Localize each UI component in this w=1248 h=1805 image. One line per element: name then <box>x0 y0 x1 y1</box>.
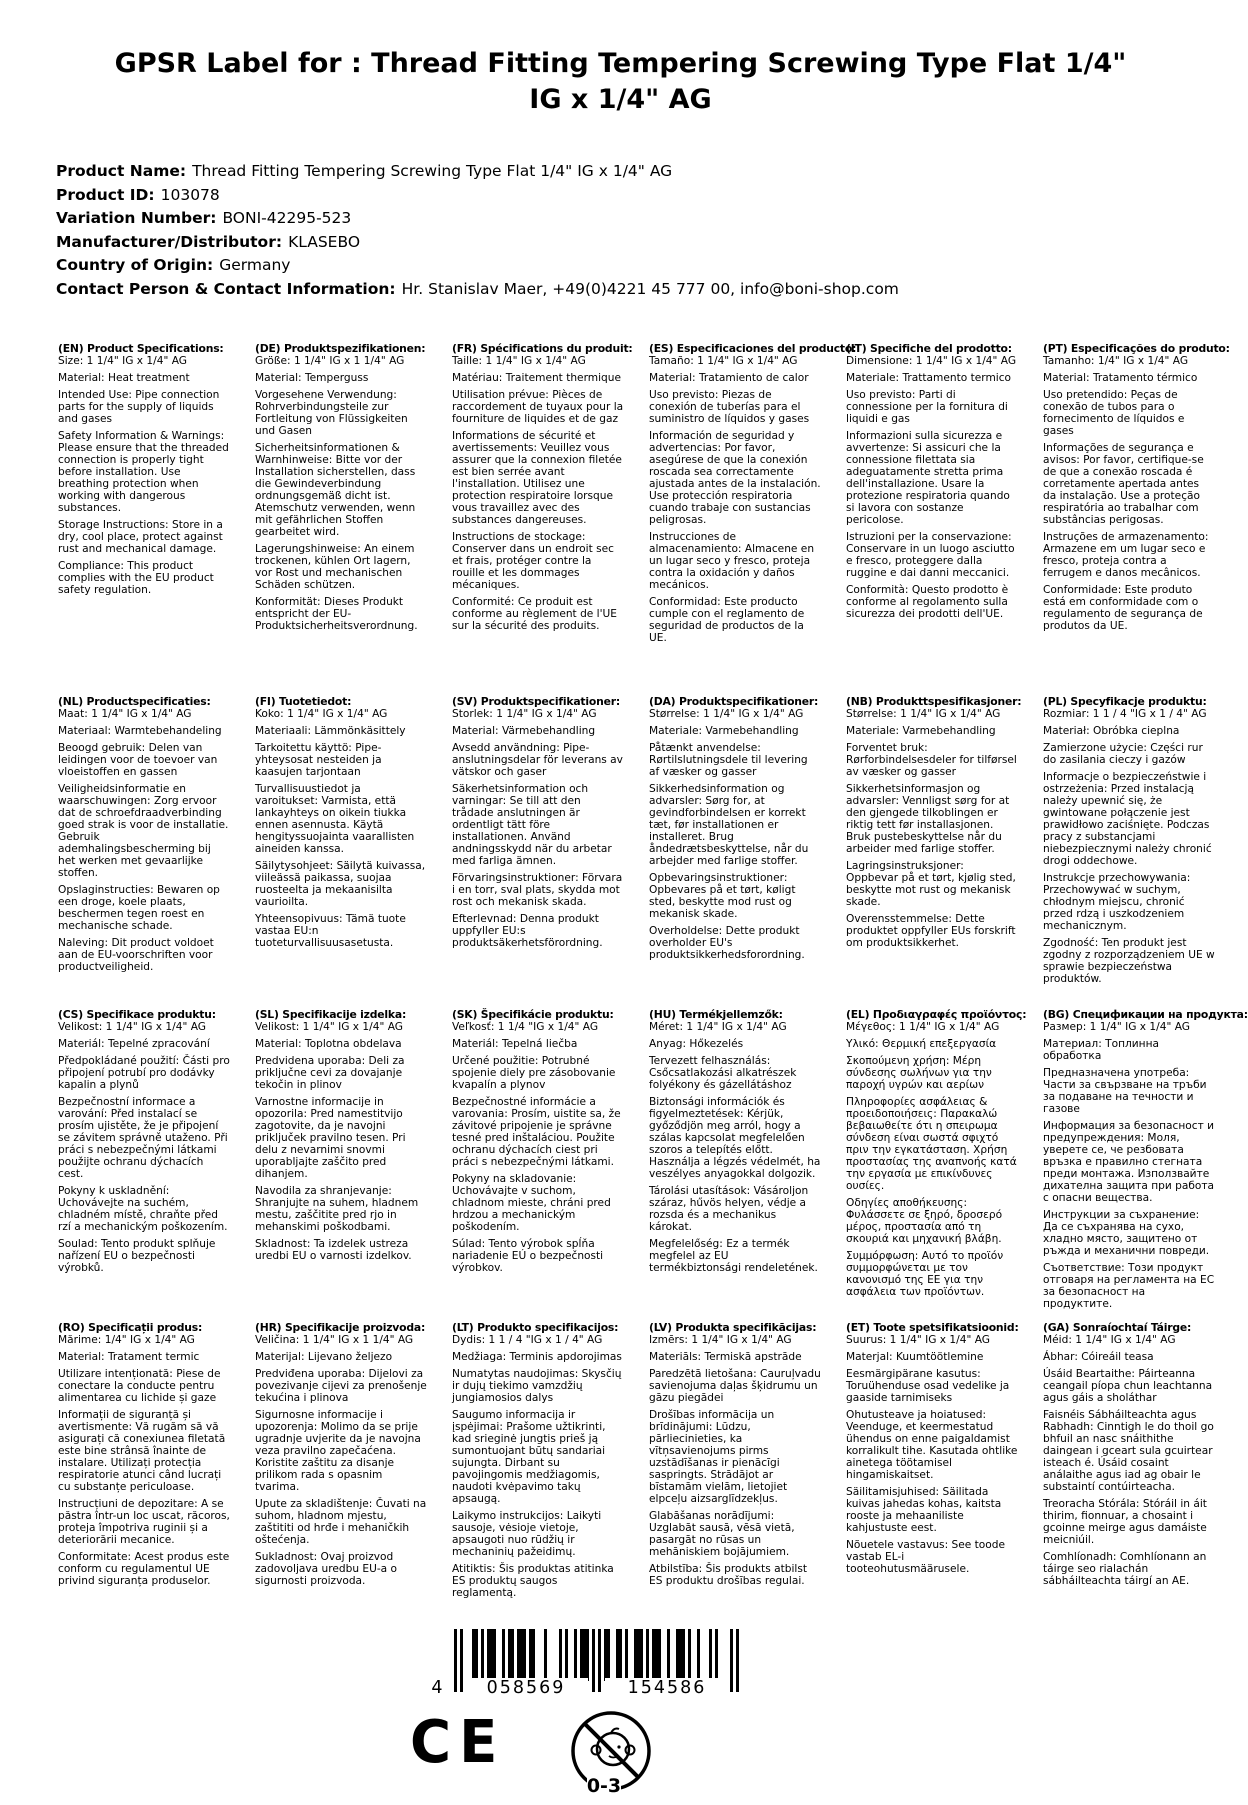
spec-paragraph: Material: Temperguss <box>255 371 369 384</box>
spec-paragraph: Veiligheidsinformatie en waarschuwingen: Zorg ervoor dat de schroefdraadverbinding goed strak is voor de installatie. Gebruik ademhalingsbescherming bij het werken met gevaarlijke stoffen. <box>58 782 229 879</box>
lang-block-lv <box>649 1322 821 1599</box>
spec-paragraph: Compliance: This product complies with the EU product safety regulation. <box>58 559 214 596</box>
spec-paragraph: Υλικό: Θερμική επεξεργασία <box>846 1037 997 1050</box>
lang-block-header: (SL) Specifikacije izdelka: <box>255 1007 407 1021</box>
spec-paragraph: Material: Tratamiento de calor <box>649 371 809 384</box>
spec-paragraph: Velikost: 1 1/4" IG x 1/4" AG <box>255 1020 403 1033</box>
lang-block-hr <box>255 1322 427 1599</box>
spec-paragraph: Istruzioni per la conservazione: Conservare in un luogo asciutto e fresco, proteggere dalla ruggine e dai danni meccanici. <box>846 530 1015 579</box>
spec-paragraph: Información de seguridad y advertencias: Por favor, asegúrese de que la conexión roscada sea correctamente ajustada antes de la instalación. Use protección respiratoria cuando trabaje con sustancias peligrosas. <box>649 429 821 526</box>
spec-paragraph: Tamaño: 1 1/4" IG x 1/4" AG <box>649 354 798 367</box>
spec-paragraph: Instructions de stockage: Conserver dans un endroit sec et frais, protéger contre la rouille et les dommages mécaniques. <box>452 530 614 591</box>
spec-paragraph: Vorgesehene Verwendung: Rohrverbindungsteile zur Fortleitung von Flüssigkeiten und Gasen <box>255 388 408 437</box>
spec-paragraph: Sikkerhedsinformation og advarsler: Sørg for, at gevindforbindelsen er korrekt tæt, før installationen er installeret. Brug åndedrætsbeskyttelse, når du arbejder med farlige stoffer. <box>649 782 809 867</box>
lang-block-nb <box>846 694 1022 1009</box>
spec-paragraph: Инструкции за съхранение: Да се съхранява на сухо, хладно място, защитено от ръжда и механични повреди. <box>1043 1208 1210 1257</box>
product-info <box>56 161 1241 299</box>
spec-paragraph: Materiał: Obróbka cieplna <box>1043 724 1180 737</box>
spec-paragraph: Größe: 1 1/4" IG x 1 1/4" AG <box>255 354 405 367</box>
spec-paragraph: Utilizare intenționată: Piese de conectare la conducte pentru alimentarea cu lichide și gaze <box>58 1367 221 1404</box>
lang-block-pt <box>1043 341 1230 696</box>
barcode-module <box>736 1629 739 1692</box>
spec-paragraph: Πληροφορίες ασφάλειας & προειδοποιήσεις: Παρακαλώ βεβαιωθείτε ότι η σπειρωμα σύνδεση είναι σωστά σφιχτό πριν την εγκατάσταση. Χρήση προστασίας της αναπνοής κατά την εργασία με επικίνδυνες ουσίες. <box>846 1095 1017 1192</box>
age-warning-label: 0-3 <box>587 1774 622 1797</box>
spec-paragraph: Μέγεθος: 1 1/4" IG x 1/4" AG <box>846 1020 1000 1033</box>
product-name-label: Product Name: <box>56 162 187 181</box>
spec-paragraph: Biztonsági információk és figyelmeztetések: Kérjük, győződjön meg arról, hogy a szálas kapcsolat megfelelően szoros a telepítés előtt. Használja a légzés védelmét, ha veszélyes anyagokkal dolgozik. <box>649 1095 821 1180</box>
product-info-row <box>56 208 1241 228</box>
lang-block-header: (SV) Produktspecifikationer: <box>452 694 620 708</box>
spec-paragraph: Ohutusteave ja hoiatused: Veenduge, et keermestatud ühendus on enne paigaldamist korralikult tihe. Kasutada ohtlike ainetega töötamisel hingamiskaitset. <box>846 1408 1018 1481</box>
lang-block-pl <box>1043 696 1215 1009</box>
spec-paragraph: Materjal: Kuumtöötlemine <box>846 1350 984 1363</box>
ce-mark-icon: CE <box>410 1708 506 1777</box>
spec-paragraph: Ábhar: Cóireáil teasa <box>1043 1350 1154 1363</box>
lang-block-header: (DA) Produktspecifikationer: <box>649 694 819 708</box>
spec-paragraph: Predvidena uporaba: Deli za priključne cevi za dovajanje tekočin in plinov <box>255 1054 405 1091</box>
language-blocks <box>58 341 1248 1599</box>
spec-paragraph: Efterlevnad: Denna produkt uppfyller EU:s produktsäkerhetsförordning. <box>452 912 603 949</box>
spec-paragraph: Intended Use: Pipe connection parts for the supply of liquids and gases <box>58 388 220 425</box>
spec-paragraph: Instrukcje przechowywania: Przechowywać w suchym, chłodnym miejscu, chronić przed rdzą i uszkodzeniem mechanicznym. <box>1043 871 1191 932</box>
spec-paragraph: Drošības informācija un brīdinājumi: Lūdzu, pārliecinieties, ka vītņsavienojums pirms uzstādīšanas ir pienācīgi saspringts. Strādājot ar bīstamām vielām, lietojiet elpceļu aizsarglīdzekļus. <box>649 1408 788 1505</box>
lang-block-fr <box>452 341 633 696</box>
lang-block-cs <box>58 1009 230 1322</box>
spec-paragraph: Συμμόρφωση: Αυτό το προϊόν συμμορφώνεται με τον κανονισμό της ΕΕ για την ασφάλεια των προϊόντων. <box>846 1249 1004 1298</box>
spec-paragraph: Информация за безопасност и предупреждения: Моля, уверете се, че резбовата връзка е правилно стегната преди монтажа. Използвайте дихателна защита при работа с опасни вещества. <box>1043 1119 1215 1204</box>
spec-paragraph: Paredzētā lietošana: Cauruļvadu savienojuma daļas šķidrumu un gāzu piegādei <box>649 1367 821 1404</box>
spec-paragraph: Materiaal: Warmtebehandeling <box>58 724 222 737</box>
spec-paragraph: Informazioni sulla sicurezza e avvertenze: Si assicuri che la connessione filettata sia adeguatamente stretta prima dell'installazione. Usare la protezione respiratoria quando si lavora con sostanze pericolose. <box>846 429 1010 526</box>
lang-block-nl <box>58 696 230 1009</box>
spec-paragraph: Materiál: Tepelné zpracování <box>58 1037 210 1050</box>
lang-block-header: (EL) Προδιαγραφές προϊόντος: <box>846 1007 1027 1021</box>
spec-paragraph: Informações de segurança e avisos: Por favor, certifique-se de que a conexão roscada é corretamente apertada antes da instalação. Use a proteção respiratória ao trabalhar com substâncias perigosas. <box>1043 441 1204 526</box>
spec-paragraph: Säkerhetsinformation och varningar: Se till att den trådade anslutningen är ordentligt tätt före installationen. Använd andningsskydd när du arbetar med farliga ämnen. <box>452 782 612 867</box>
variation-number-value: BONI-42295-523 <box>222 209 352 228</box>
spec-paragraph: Tamanho: 1/4" IG x 1/4" AG <box>1043 354 1189 367</box>
spec-paragraph: Zgodność: Ten produkt jest zgodny z rozporządzeniem UE w sprawie bezpieczeństwa produktów. <box>1043 936 1215 985</box>
spec-paragraph: Informații de siguranță și avertismente: Vă rugăm să vă asigurați că conexiunea filetată este bine strânsă înainte de instalare. Utilizați protecția respiratorie atunci când lucrați cu substanțe periculoase. <box>58 1408 226 1493</box>
contact-label: Contact Person & Contact Information: <box>56 279 396 298</box>
spec-paragraph: Säilytysohjeet: Säilytä kuivassa, viileässä paikassa, suojaa ruosteelta ja mekaanisilta vaurioilta. <box>255 859 426 908</box>
spec-paragraph: Lagringsinstruksjoner: Oppbevar på et tørt, kjølig sted, beskytte mot rust og mekanisk skade. <box>846 859 1016 908</box>
spec-paragraph: Conformitate: Acest produs este conform cu regulamentul UE privind siguranța produselor. <box>58 1550 230 1587</box>
spec-paragraph: Forventet bruk: Rørforbindelsesdeler for tilførsel av væsker og gasser <box>846 741 1017 778</box>
product-name-value: Thread Fitting Tempering Screwing Type Flat 1/4" IG x 1/4" AG <box>192 162 673 181</box>
spec-paragraph: Numatytas naudojimas: Skysčių ir dujų tiekimo vamzdžių jungiamosios dalys <box>452 1367 622 1404</box>
lang-block-header: (ET) Toote spetsifikatsioonid: <box>846 1320 1019 1334</box>
spec-paragraph: Beoogd gebruik: Delen van leidingen voor de toevoer van vloeistoffen en gassen <box>58 741 218 778</box>
lang-block-header: (NB) Produkttspesifikasjoner: <box>846 694 1022 708</box>
spec-paragraph: Treoracha Stórála: Stóráil in áit thirim, fionnuar, a chosaint i gcoinne meirge agus damáiste meicniúil. <box>1043 1497 1207 1546</box>
spec-paragraph: Atbilstība: Šis produkts atbilst ES produktu drošības regulai. <box>649 1562 808 1587</box>
spec-paragraph: Materiale: Trattamento termico <box>846 371 1012 384</box>
spec-paragraph: Tarkoitettu käyttö: Pipe-yhteysosat nesteiden ja kaasujen tarjontaan <box>255 741 382 778</box>
country-of-origin-label: Country of Origin: <box>56 256 214 275</box>
lang-block-header: (CS) Specifikace produktu: <box>58 1007 216 1021</box>
spec-paragraph: Predviđena uporaba: Dijelovi za povezivanje cijevi za prenošenje tekućina i plinova <box>255 1367 427 1404</box>
spec-paragraph: Upute za skladištenje: Čuvati na suhom, hladnom mjestu, zaštititi od hrđe i mehaničkih oštećenja. <box>255 1497 427 1546</box>
spec-paragraph: Материал: Топлинна обработка <box>1043 1037 1160 1062</box>
spec-paragraph: Skladnost: Ta izdelek ustreza uredbi EU o varnosti izdelkov. <box>255 1237 412 1262</box>
spec-paragraph: Förvaringsinstruktioner: Förvara i en torr, sval plats, skydda mot rost och mekanisk skada. <box>452 871 623 908</box>
spec-paragraph: Saugumo informacija ir įspėjimai: Prašome užtikrinti, kad srieginė jungtis prieš ją sumontuojant būtų sandariai sujungta. Dirbant su pavojingomis medžiagomis, naudoti kvėpavimo takų apsaugą. <box>452 1408 606 1505</box>
age-warning-icon <box>567 1709 655 1805</box>
spec-paragraph: Zamierzone użycie: Części rur do zasilania cieczy i gazów <box>1043 741 1203 766</box>
spec-paragraph: Uso previsto: Parti di connessione per la fornitura di liquidi e gas <box>846 388 1008 425</box>
spec-paragraph: Size: 1 1/4" IG x 1/4" AG <box>58 354 187 367</box>
manufacturer-value: KLASEBO <box>288 232 361 251</box>
spec-paragraph: Varnostne informacije in opozorila: Pred namestitvijo zagotovite, da je navojni priključek pravilno tesen. Pri delu z nevarnimi snovmi uporabljajte zaščito pred dihanjem. <box>255 1095 406 1180</box>
product-info-row <box>56 232 1241 252</box>
barcode-digit-first: 4 <box>431 1677 445 1698</box>
lang-block-es <box>649 341 857 696</box>
spec-paragraph: Velikost: 1 1/4" IG x 1/4" AG <box>58 1020 206 1033</box>
spec-paragraph: Säilitamisjuhised: Säilitada kuivas jahedas kohas, kaitsta rooste ja mehaaniliste kahjustuste eest. <box>846 1485 1002 1534</box>
compliance-symbols <box>410 1708 1241 1805</box>
spec-paragraph: Предназначена употреба: Части за свързване на тръби за подаване на течности и газове <box>1043 1066 1207 1115</box>
spec-paragraph: Atitiktis: Šis produktas atitinka ES produktų saugos reglamentą. <box>452 1562 614 1599</box>
lang-block-bg <box>1043 1007 1248 1322</box>
spec-paragraph: Material: Tratamento térmico <box>1043 371 1198 384</box>
spec-paragraph: Turvallisuustiedot ja varoitukset: Varmista, että lankayhteys on oikein tiukka ennen asennusta. Käytä hengityssuojainta vaarallisten aineiden kanssa. <box>255 782 415 855</box>
spec-paragraph: Anyag: Hőkezelés <box>649 1037 744 1050</box>
spec-paragraph: Pokyny k uskladnění: Uchovávejte na suchém, chladném místě, chraňte před rzí a mechanickým poškozením. <box>58 1184 228 1233</box>
spec-paragraph: Megfelelőség: Ez a termék megfelel az EU termékbiztonsági rendeletének. <box>649 1237 818 1274</box>
spec-paragraph: Størrelse: 1 1/4" IG x 1/4" AG <box>846 707 1001 720</box>
spec-paragraph: Material: Heat treatment <box>58 371 190 384</box>
lang-block-header: (GA) Sonraíochtaí Táirge: <box>1043 1320 1192 1334</box>
spec-paragraph: Glabāšanas norādījumi: Uzglabāt sausā, vēsā vietā, pasargāt no rūsas un mehāniskiem bojājumiem. <box>649 1509 795 1558</box>
spec-paragraph: Nõuetele vastavus: See toode vastab EL-i tooteohutusmäärusele. <box>846 1538 1005 1575</box>
spec-paragraph: Instruções de armazenamento: Armazene em um lugar seco e fresco, proteja contra a ferrugem e danos mecânicos. <box>1043 530 1209 579</box>
spec-paragraph: Conformidad: Este producto cumple con el reglamento de seguridad de productos de la UE. <box>649 595 805 644</box>
lang-block-header: (HU) Termékjellemzők: <box>649 1007 783 1021</box>
lang-block-header: (SK) Špecifikácie produktu: <box>452 1007 614 1021</box>
spec-paragraph: Tervezett felhasználás: Csőcsatlakozási alkatrészek folyékony és gázellátáshoz <box>649 1054 797 1091</box>
spec-paragraph: Tárolási utasítások: Vásároljon száraz, hűvös helyen, védje a rozsda és a mechanikus károkat. <box>649 1184 809 1233</box>
spec-paragraph: Medžiaga: Terminis apdorojimas <box>452 1350 622 1363</box>
lang-block-hu <box>649 1009 821 1322</box>
spec-paragraph: Material: Toplotna obdelava <box>255 1037 402 1050</box>
spec-paragraph: Instrucțiuni de depozitare: A se păstra într-un loc uscat, răcoros, proteja împotriva ruginii și a deteriorării mecanice. <box>58 1497 230 1546</box>
spec-paragraph: Materiale: Varmebehandling <box>649 724 799 737</box>
spec-paragraph: Størrelse: 1 1/4" IG x 1/4" AG <box>649 707 804 720</box>
spec-paragraph: Navodila za shranjevanje: Shranjujte na suhem, hladnem mestu, zaščitite pred rjo in mehanskimi poškodbami. <box>255 1184 419 1233</box>
spec-paragraph: Overensstemmelse: Dette produktet oppfyller EUs forskrift om produktsikkerhet. <box>846 912 1016 949</box>
spec-paragraph: Yhteensopivuus: Tämä tuote vastaa EU:n tuoteturvallisuusasetusta. <box>255 912 406 949</box>
lang-block-fi <box>255 696 427 1009</box>
spec-paragraph: Maat: 1 1/4" IG x 1/4" AG <box>58 707 192 720</box>
barcode <box>431 1629 739 1698</box>
spec-paragraph: Taille: 1 1/4" IG x 1/4" AG <box>452 354 586 367</box>
spec-paragraph: Bezpečnostní informace a varování: Před instalací se prosím ujistěte, že je připojení se závitem správně utaženo. Při práci s nebezpečnými látkami použijte ochranu dýchacích cest. <box>58 1095 228 1180</box>
lang-block-sl <box>255 1009 427 1322</box>
spec-paragraph: Conformité: Ce produit est conforme au règlement de l'UE sur la sécurité des produits. <box>452 595 617 632</box>
spec-paragraph: Mărime: 1/4" IG x 1/4" AG <box>58 1333 195 1346</box>
spec-paragraph: Sigurnosne informacije i upozorenja: Molimo da se prije ugradnje uvjerite da je navojna veza pravilno zapečaćena. Koristite zaštitu za disanje prilikom rada s opasnim tvarima. <box>255 1408 421 1493</box>
spec-paragraph: Suurus: 1 1/4" IG x 1/4" AG <box>846 1333 990 1346</box>
spec-paragraph: Οδηγίες αποθήκευσης: Φυλάσσετε σε ξηρό, δροσερό μέρος, προστασία από τη σκουριά και μηχανική βλάβη. <box>846 1196 1003 1245</box>
spec-paragraph: Overholdelse: Dette produkt overholder EU's produktsikkerhedsforordning. <box>649 924 805 961</box>
spec-paragraph: Úsáid Beartaithe: Páirteanna ceangail píopa chun leachtanna agus gáis a sholáthar <box>1043 1367 1213 1404</box>
product-info-row <box>56 255 1241 275</box>
spec-paragraph: Předpokládané použití: Části pro připojení potrubí pro dodávky kapalin a plynů <box>58 1054 230 1091</box>
spec-paragraph: Veličina: 1 1/4" IG x 1 1/4" AG <box>255 1333 414 1346</box>
spec-paragraph: Storlek: 1 1/4" IG x 1/4" AG <box>452 707 597 720</box>
spec-paragraph: Påtænkt anvendelse: Rørtilslutningsdele til levering af væsker og gasser <box>649 741 808 778</box>
lang-block-lt <box>452 1322 624 1599</box>
lang-block-header: (NL) Productspecificaties: <box>58 694 211 708</box>
spec-paragraph: Bezpečnostné informácie a varovania: Prosím, uistite sa, že závitové pripojenie je správne tesné pred inštaláciou. Použite ochranu dýchacích ciest pri práci s nebezpečnými látkami. <box>452 1095 621 1168</box>
lang-block-header: (PT) Especificações do produto: <box>1043 341 1230 355</box>
spec-paragraph: Comhlíonadh: Comhlíonann an táirge seo rialachán sábháilteachta táirgí an AE. <box>1043 1550 1207 1587</box>
spec-paragraph: Utilisation prévue: Pièces de raccordement de tuyaux pour la fourniture de liquides et de gaz <box>452 388 624 425</box>
product-info-row <box>56 279 1241 299</box>
spec-paragraph: Conformità: Questo prodotto è conforme al regolamento sulla sicurezza dei prodotti dell'UE. <box>846 583 1009 620</box>
spec-paragraph: Soulad: Tento produkt splňuje nařízení EU o bezpečnosti výrobků. <box>58 1237 216 1274</box>
gpsr-label-page <box>0 46 1248 1800</box>
lang-block-en <box>58 343 230 696</box>
lang-block-header: (FI) Tuotetiedot: <box>255 694 352 708</box>
lang-block-ro <box>58 1322 230 1599</box>
spec-paragraph: Materiāls: Termiskā apstrāde <box>649 1350 802 1363</box>
barcode-digits-right: 154586 <box>605 1678 729 1698</box>
lang-block-header: (RO) Specificații produs: <box>58 1320 203 1334</box>
spec-paragraph: Safety Information & Warnings: Please ensure that the threaded connection is properly tight before installation. Use breathing protection when working with dangerous substances. <box>58 429 229 514</box>
lang-block-el <box>846 1007 1027 1322</box>
lang-block-et <box>846 1322 1018 1599</box>
lang-block-ga <box>1043 1322 1215 1599</box>
lang-block-sv <box>452 696 624 1009</box>
spec-paragraph: Lagerungshinweise: An einem trockenen, kühlen Ort lagern, vor Rost und mechanischen Schäden schützen. <box>255 542 415 591</box>
spec-paragraph: Faisnéis Sábháilteachta agus Rabhadh: Cinntigh le do thoil go bhfuil an nasc snáithithe daingean i gceart sula gcuirtear isteach é. Úsáid cosaint análaithe agus iad ag obair le substaintí contúirteacha. <box>1043 1408 1214 1493</box>
spec-paragraph: Dydis: 1 1 / 4 "IG x 1 / 4" AG <box>452 1333 603 1346</box>
spec-paragraph: Materijal: Lijevano željezo <box>255 1350 393 1363</box>
spec-paragraph: Rozmiar: 1 1 / 4 "IG x 1 / 4" AG <box>1043 707 1207 720</box>
lang-block-header: (FR) Spécifications du produit: <box>452 341 633 355</box>
spec-paragraph: Naleving: Dit product voldoet aan de EU-voorschriften voor productveiligheid. <box>58 936 214 973</box>
spec-paragraph: Materiaali: Lämmönkäsittely <box>255 724 406 737</box>
spec-paragraph: Съответствие: Този продукт отговаря на регламента на ЕС за безопасност на продуктите. <box>1043 1261 1215 1310</box>
spec-paragraph: Conformidade: Este produto está em conformidade com o regulamento de segurança de produtos da UE. <box>1043 583 1203 632</box>
spec-paragraph: Konformität: Dieses Produkt entspricht der EU-Produktsicherheitsverordnung. <box>255 595 418 632</box>
manufacturer-label: Manufacturer/Distributor: <box>56 232 283 251</box>
lang-block-header: (HR) Specifikacije proizvoda: <box>255 1320 426 1334</box>
product-id-label: Product ID: <box>56 185 155 204</box>
variation-number-label: Variation Number: <box>56 209 217 228</box>
lang-block-header: (EN) Product Specifications: <box>58 341 224 355</box>
lang-block-header: (LV) Produkta specifikācijas: <box>649 1320 817 1334</box>
lang-block-header: (BG) Спецификации на продукта: <box>1043 1007 1248 1021</box>
spec-paragraph: Sukladnost: Ovaj proizvod zadovoljava uredbu EU-a o sigurnosti proizvoda. <box>255 1550 398 1587</box>
spec-paragraph: Instrucciones de almacenamiento: Almacene en un lugar seco y fresco, proteja contra la oxidación y daños mecánicos. <box>649 530 815 591</box>
spec-paragraph: Matériau: Traitement thermique <box>452 371 621 384</box>
contact-value: Hr. Stanislav Maer, +49(0)4221 45 777 00, info@boni-shop.com <box>401 279 899 298</box>
spec-paragraph: Σκοπούμενη χρήση: Μέρη σύνδεσης σωλήνων για την παροχή υγρών και αερίων <box>846 1054 992 1091</box>
lang-block-header: (PL) Specyfikacje produktu: <box>1043 694 1207 708</box>
spec-paragraph: Storage Instructions: Store in a dry, cool place, protect against rust and mechanical damage. <box>58 518 223 555</box>
barcode-digits-left: 058569 <box>464 1678 588 1698</box>
spec-paragraph: Informations de sécurité et avertissements: Veuillez vous assurer que la connexion filetée est bien serrée avant l'installation. Utilisez une protection respiratoire lorsque vous travaillez avec des substances dangereuses. <box>452 429 622 526</box>
spec-paragraph: Uso pretendido: Peças de conexão de tubos para o fornecimento de líquidos e gases <box>1043 388 1185 437</box>
spec-paragraph: Materiál: Tepelná liečba <box>452 1037 578 1050</box>
spec-paragraph: Material: Värmebehandling <box>452 724 596 737</box>
spec-paragraph: Súlad: Tento výrobok spĺňa nariadenie EÚ o bezpečnosti výrobkov. <box>452 1237 604 1274</box>
lang-block-header: (IT) Specifiche del prodotto: <box>846 341 1012 355</box>
spec-paragraph: Materiale: Varmebehandling <box>846 724 996 737</box>
lang-block-de <box>255 343 427 696</box>
spec-paragraph: Material: Tratament termic <box>58 1350 200 1363</box>
spec-paragraph: Méid: 1 1/4" IG x 1/4" AG <box>1043 1333 1176 1346</box>
spec-paragraph: Uso previsto: Piezas de conexión de tuberías para el suministro de líquidos y gases <box>649 388 810 425</box>
spec-paragraph: Opbevaringsinstruktioner: Opbevares på et tørt, køligt sted, beskytte mod rust og mekanisk skade. <box>649 871 796 920</box>
lang-block-da <box>649 696 821 1009</box>
product-info-row <box>56 161 1241 181</box>
product-id-value: 103078 <box>160 185 220 204</box>
page-title: GPSR Label for : Thread Fitting Tempering Screwing Type Flat 1/4" IG x 1/4" AG <box>114 48 1127 115</box>
spec-paragraph: Dimensione: 1 1/4" IG x 1/4" AG <box>846 354 1017 367</box>
lang-block-header: (ES) Especificaciones del producto: <box>649 341 857 355</box>
spec-paragraph: Informacje o bezpieczeństwie i ostrzeżenia: Przed instalacją należy upewnić się, że gwintowane połączenie jest prawidłowo zaciśnięte. Podczas pracy z substancjami niebezpiecznymi należy chronić drogi oddechowe. <box>1043 770 1212 867</box>
spec-paragraph: Avsedd användning: Pipe-anslutningsdelar för leverans av vätskor och gaser <box>452 741 623 778</box>
spec-paragraph: Určené použitie: Potrubné spojenie diely pre zásobovanie kvapalín a plynov <box>452 1054 616 1091</box>
spec-paragraph: Koko: 1 1/4" IG x 1/4" AG <box>255 707 388 720</box>
lang-block-header: (DE) Produktspezifikationen: <box>255 341 426 355</box>
spec-paragraph: Méret: 1 1/4" IG x 1/4" AG <box>649 1020 787 1033</box>
lang-block-sk <box>452 1009 624 1322</box>
lang-block-header: (LT) Produkto specifikacijos: <box>452 1320 619 1334</box>
product-info-row <box>56 185 1241 205</box>
country-of-origin-value: Germany <box>219 256 291 275</box>
spec-paragraph: Laikymo instrukcijos: Laikyti sausoje, vėsioje vietoje, apsaugoti nuo rūdžių ir mechaninių pažeidimų. <box>452 1509 602 1558</box>
spec-paragraph: Pokyny na skladovanie: Uchovávajte v suchom, chladnom mieste, chráni pred hrdzou a mechanickým poškodením. <box>452 1172 611 1233</box>
lang-block-it <box>846 343 1018 696</box>
spec-paragraph: Izmērs: 1 1/4" IG x 1/4" AG <box>649 1333 792 1346</box>
spec-paragraph: Eesmärgipärane kasutus: Toruühenduse osad vedelike ja gaaside tarnimiseks <box>846 1367 1010 1404</box>
footer <box>392 1629 1241 1805</box>
spec-paragraph: Sicherheitsinformationen & Warnhinweise: Bitte vor der Installation sicherstellen, dass die Gewindeverbindung ordnungsgemäß dicht ist. Atemschutz verwenden, wenn mit gefährlichen Stoffen gearbeitet wird. <box>255 441 416 538</box>
spec-paragraph: Sikkerhetsinformasjon og advarsler: Vennligst sørg for at den gjengede tilkoblingen er riktig tett før installasjonen. Bruk pustebeskyttelse når du arbeider med farlige stoffer. <box>846 782 1010 855</box>
spec-paragraph: Размер: 1 1/4" IG x 1/4" AG <box>1043 1020 1190 1033</box>
spec-paragraph: Opslaginstructies: Bewaren op een droge, koele plaats, beschermen tegen roest en mechanische schade. <box>58 883 220 932</box>
spec-paragraph: Veľkosť: 1 1/4 "IG x 1/4" AG <box>452 1020 599 1033</box>
